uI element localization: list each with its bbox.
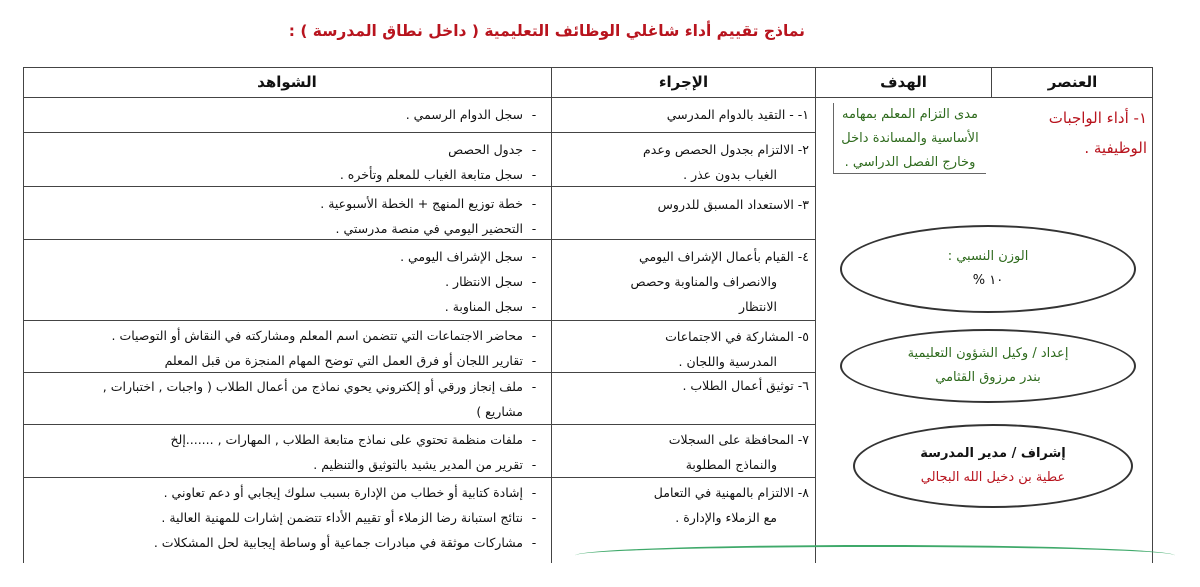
header-evidence: الشواهد — [257, 73, 317, 91]
procedure-cell — [559, 373, 809, 398]
evidence-text: مشاركات موثقة في مبادرات جماعية أو وساطة إيجابية لحل المشكلات . — [153, 535, 523, 550]
prepared-label: إعداد / وكيل الشؤون التعليمية — [907, 346, 1069, 361]
evidence-text: خطة توزيع المنهج + الخطة الأسبوعية . — [320, 196, 523, 211]
goal-text — [835, 103, 985, 175]
decorative-curve — [575, 545, 1175, 587]
element-line: ١- أداء الواجبات — [1048, 109, 1147, 127]
evidence-item: -تقرير من المدير يشيد بالتوثيق والتنظيم . — [313, 457, 537, 472]
procedure-line: ١- - التقيد بالدوام المدرسي — [666, 107, 809, 122]
evidence-text: جدول الحصص — [448, 142, 523, 157]
evidence-text: التحضير اليومي في منصة مدرستي . — [335, 221, 523, 236]
header-goal: الهدف — [880, 73, 927, 91]
evidence-text: سجل المناوبة . — [444, 299, 523, 314]
evidence-item: -ملف إنجاز ورقي أو إلكتروني يحوي نماذج من أعمال الطلاب ( واجبات , اختبارات , — [102, 379, 537, 394]
row-rule — [23, 424, 815, 425]
procedure-line: ٤- القيام بأعمال الإشراف اليومي — [639, 249, 809, 264]
evidence-item: -خطة توزيع المنهج + الخطة الأسبوعية . — [320, 196, 537, 211]
prepared-name: بندر مرزوق القثامي — [935, 370, 1041, 385]
evidence-item: -التحضير اليومي في منصة مدرستي . — [335, 221, 537, 236]
row-rule — [23, 320, 815, 321]
procedure-line: مع الزملاء والإدارة . — [675, 510, 777, 525]
procedure-cell — [559, 324, 809, 374]
evidence-text: سجل الانتظار . — [445, 274, 523, 289]
element-text — [1029, 103, 1147, 163]
evidence-text: ملف إنجاز ورقي أو إلكتروني يحوي نماذج من أعمال الطلاب ( واجبات , اختبارات , — [102, 379, 523, 394]
evidence-item: -مشاركات موثقة في مبادرات جماعية أو وساطة إيجابية لحل المشكلات . — [153, 535, 537, 550]
supervised-name: عطية بن دخيل الله البجالي — [920, 470, 1066, 485]
evidence-item: -سجل متابعة الغياب للمعلم وتأخره . — [339, 167, 537, 182]
evidence-item: -إشادة كتابية أو خطاب من الإدارة بسبب سلوك إيجابي أو دعم تعاوني . — [163, 485, 537, 500]
divider-evidence-procedure — [551, 67, 552, 563]
weight-label: الوزن النسبي : — [947, 249, 1029, 264]
evidence-item: -جدول الحصص — [448, 142, 537, 157]
weight-oval — [840, 225, 1136, 313]
evidence-text: ملفات منظمة تحتوي على نماذج متابعة الطلاب , المهارات , .......إلخ — [170, 432, 523, 447]
prepared-oval — [840, 329, 1136, 403]
evidence-cell — [29, 480, 545, 555]
weight-value: ١٠ % — [972, 273, 1004, 288]
evidence-text: تقرير من المدير يشيد بالتوثيق والتنظيم . — [313, 457, 523, 472]
evidence-item: -محاضر الاجتماعات التي تتضمن اسم المعلم ومشاركته في النقاش أو التوصيات . — [111, 328, 537, 343]
evidence-text: إشادة كتابية أو خطاب من الإدارة بسبب سلوك إيجابي أو دعم تعاوني . — [163, 485, 523, 500]
procedure-line: والنماذج المطلوبة — [685, 457, 777, 472]
evidence-item: -سجل الانتظار . — [445, 274, 537, 289]
evidence-cell — [29, 323, 545, 373]
evidence-text: محاضر الاجتماعات التي تتضمن اسم المعلم ومشاركته في النقاش أو التوصيات . — [111, 328, 523, 343]
evidence-text: نتائج استبانة رضا الزملاء أو تقييم الأداء تتضمن إشارات للمهنية العالية . — [161, 510, 523, 525]
procedure-line: ٢- الالتزام بجدول الحصص وعدم — [643, 142, 809, 157]
procedure-line: ٦- توثيق أعمال الطلاب . — [682, 378, 809, 393]
header-procedure: الإجراء — [658, 73, 709, 91]
procedure-cell — [559, 480, 809, 530]
evidence-text: سجل متابعة الغياب للمعلم وتأخره . — [339, 167, 523, 182]
procedure-line: ٧- المحافظة على السجلات — [668, 432, 809, 447]
procedure-line: ٨- الالتزام بالمهنية في التعامل — [653, 485, 809, 500]
evidence-item: -تقارير اللجان أو فرق العمل التي توضح المهام المنجزة من قبل المعلم — [164, 353, 537, 368]
evidence-item: -سجل الدوام الرسمي . — [405, 107, 537, 122]
evidence-cell — [29, 137, 545, 187]
header-element: العنصر — [1047, 73, 1098, 91]
procedure-cell — [559, 192, 809, 217]
evidence-cell — [29, 191, 545, 241]
procedure-line: الانتظار — [739, 299, 777, 314]
supervised-label: إشراف / مدير المدرسة — [920, 446, 1066, 461]
evidence-text: تقارير اللجان أو فرق العمل التي توضح المهام المنجزة من قبل المعلم — [164, 353, 523, 368]
evaluation-table — [23, 67, 1155, 563]
procedure-line: ٣- الاستعداد المسبق للدروس — [657, 197, 809, 212]
evidence-item: -ملفات منظمة تحتوي على نماذج متابعة الطلاب , المهارات , .......إلخ — [170, 432, 537, 447]
procedure-cell — [559, 244, 809, 319]
procedure-cell — [559, 102, 809, 127]
goal-line: الأساسية والمساندة داخل — [841, 131, 979, 146]
evidence-item: -نتائج استبانة رضا الزملاء أو تقييم الأداء تتضمن إشارات للمهنية العالية . — [161, 510, 537, 525]
evidence-cell — [29, 427, 545, 477]
divider-procedure-goal — [815, 67, 816, 563]
row-rule — [23, 132, 815, 133]
supervised-oval — [853, 424, 1133, 508]
document-title: نماذج تقييم أداء شاغلي الوظائف التعليمية ( داخل نطاق المدرسة ) : — [288, 22, 805, 40]
procedure-line: ٥- المشاركة في الاجتماعات — [665, 329, 809, 344]
procedure-cell — [559, 427, 809, 477]
evidence-text: مشاريع ) — [476, 404, 523, 419]
evidence-text: سجل الدوام الرسمي . — [405, 107, 523, 122]
row-rule — [23, 477, 815, 478]
procedure-line: الغياب بدون عذر . — [683, 167, 777, 182]
evidence-item: -سجل الإشراف اليومي . — [400, 249, 537, 264]
header-rule — [23, 97, 1153, 98]
evidence-text: سجل الإشراف اليومي . — [400, 249, 523, 264]
element-line: الوظيفية . — [1084, 139, 1147, 157]
evidence-cell — [29, 102, 545, 127]
evidence-cell — [29, 374, 545, 424]
evidence-cell — [29, 244, 545, 319]
evidence-item — [29, 399, 545, 424]
goal-line: مدى التزام المعلم بمهامه — [841, 107, 979, 122]
evidence-item: -سجل المناوبة . — [444, 299, 537, 314]
procedure-line: والانصراف والمناوبة وحصص — [630, 274, 777, 289]
goal-line: وخارج الفصل الدراسي . — [844, 155, 976, 170]
procedure-line: المدرسية واللجان . — [678, 354, 777, 369]
procedure-cell — [559, 137, 809, 187]
